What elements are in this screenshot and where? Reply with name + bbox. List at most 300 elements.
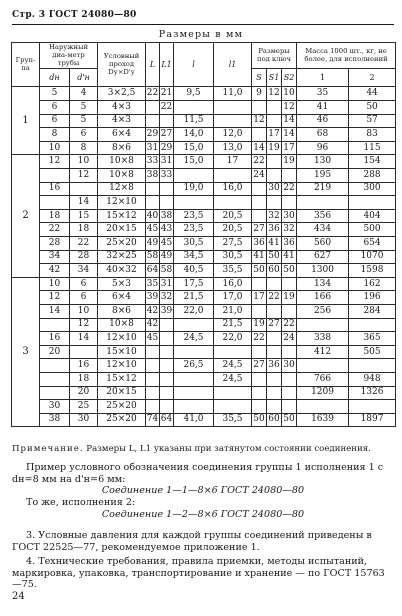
cell-l1: 17 bbox=[214, 155, 252, 169]
cell-m2 bbox=[349, 359, 396, 373]
cell-S bbox=[252, 400, 267, 414]
cell-m1: 68 bbox=[297, 128, 349, 142]
cell-l: 17,5 bbox=[174, 277, 214, 291]
cell-dn bbox=[40, 359, 70, 373]
table-row bbox=[12, 114, 396, 128]
cell-L bbox=[146, 372, 160, 386]
col-header-l: l bbox=[174, 43, 214, 87]
cell-dn bbox=[40, 372, 70, 386]
cell-dn2: 6 bbox=[70, 277, 98, 291]
cell-S1 bbox=[267, 101, 282, 115]
table-row bbox=[12, 359, 396, 373]
table-row bbox=[12, 155, 396, 169]
cell-dy: 15×12 bbox=[98, 372, 146, 386]
cell-dy: 15×10 bbox=[98, 345, 146, 359]
cell-dy: 6×4 bbox=[98, 128, 146, 142]
cell-m2 bbox=[349, 400, 396, 414]
cell-dn2: 6 bbox=[70, 291, 98, 305]
cell-S: 50 bbox=[252, 413, 267, 427]
cell-m1: 1300 bbox=[297, 264, 349, 278]
cell-m1 bbox=[297, 400, 349, 414]
cell-S: 17 bbox=[252, 291, 267, 305]
units-caption: Размеры в мм bbox=[158, 29, 244, 40]
cell-l1 bbox=[214, 400, 252, 414]
cell-S bbox=[252, 128, 267, 142]
cell-S1: 17 bbox=[267, 128, 282, 142]
cell-S1 bbox=[267, 196, 282, 210]
cell-dy: 4×3 bbox=[98, 114, 146, 128]
cell-l1: 17,0 bbox=[214, 291, 252, 305]
note-label: Примечание. bbox=[12, 444, 84, 454]
cell-dy: 10×8 bbox=[98, 318, 146, 332]
cell-S1 bbox=[267, 114, 282, 128]
cell-S: 36 bbox=[252, 236, 267, 250]
cell-dn2: 10 bbox=[70, 155, 98, 169]
cell-L1: 22 bbox=[160, 101, 174, 115]
cell-S bbox=[252, 386, 267, 400]
cell-l1: 21,0 bbox=[214, 304, 252, 318]
cell-l1: 22,0 bbox=[214, 332, 252, 346]
cell-L1 bbox=[160, 182, 174, 196]
cell-dy: 3×2,5 bbox=[98, 87, 146, 101]
cell-L1: 31 bbox=[160, 155, 174, 169]
cell-dn2: 14 bbox=[70, 196, 98, 210]
cell-L1 bbox=[160, 196, 174, 210]
page-number: 24 bbox=[12, 591, 25, 602]
cell-S1: 60 bbox=[267, 413, 282, 427]
cell-dy: 25×20 bbox=[98, 236, 146, 250]
cell-S2 bbox=[282, 400, 297, 414]
cell-m2: 115 bbox=[349, 141, 396, 155]
cell-L: 45 bbox=[146, 223, 160, 237]
cell-l1: 11,0 bbox=[214, 87, 252, 101]
cell-m1: 627 bbox=[297, 250, 349, 264]
cell-L: 64 bbox=[146, 264, 160, 278]
table-row bbox=[12, 223, 396, 237]
cell-S1: 60 bbox=[267, 264, 282, 278]
group-cell: 2 bbox=[12, 155, 40, 277]
cell-L: 22 bbox=[146, 87, 160, 101]
cell-m1: 46 bbox=[297, 114, 349, 128]
cell-L1 bbox=[160, 386, 174, 400]
cell-S2: 12 bbox=[282, 101, 297, 115]
cell-dn: 22 bbox=[40, 223, 70, 237]
cell-L bbox=[146, 101, 160, 115]
cell-S: 12 bbox=[252, 114, 267, 128]
cell-L bbox=[146, 345, 160, 359]
cell-m1: 256 bbox=[297, 304, 349, 318]
cell-S1 bbox=[267, 386, 282, 400]
cell-l: 24,5 bbox=[174, 332, 214, 346]
cell-L1: 39 bbox=[160, 304, 174, 318]
cell-dy: 4×3 bbox=[98, 101, 146, 115]
cell-l: 40,5 bbox=[174, 264, 214, 278]
cell-S1: 50 bbox=[267, 250, 282, 264]
cell-L: 42 bbox=[146, 304, 160, 318]
cell-S bbox=[252, 277, 267, 291]
cell-S1: 19 bbox=[267, 141, 282, 155]
cell-L1 bbox=[160, 400, 174, 414]
table-row bbox=[12, 318, 396, 332]
cell-l1 bbox=[214, 114, 252, 128]
cell-S1: 41 bbox=[267, 236, 282, 250]
cell-dn2: 28 bbox=[70, 250, 98, 264]
table-row bbox=[12, 182, 396, 196]
cell-l: 41,0 bbox=[174, 413, 214, 427]
cell-dy: 8×6 bbox=[98, 304, 146, 318]
cell-dn: 34 bbox=[40, 250, 70, 264]
cell-S1: 32 bbox=[267, 209, 282, 223]
table-row bbox=[12, 209, 396, 223]
cell-L1: 49 bbox=[160, 250, 174, 264]
cell-l: 22,0 bbox=[174, 304, 214, 318]
cell-S bbox=[252, 304, 267, 318]
cell-dy: 20×15 bbox=[98, 386, 146, 400]
cell-l1 bbox=[214, 196, 252, 210]
cell-L: 33 bbox=[146, 155, 160, 169]
cell-S1 bbox=[267, 304, 282, 318]
cell-dn2: 12 bbox=[70, 318, 98, 332]
example-same: То же, исполнения 2: bbox=[26, 497, 136, 509]
cell-dn: 12 bbox=[40, 155, 70, 169]
cell-S1 bbox=[267, 372, 282, 386]
cell-dn: 10 bbox=[40, 141, 70, 155]
cell-S2: 30 bbox=[282, 359, 297, 373]
cell-dn2: 14 bbox=[70, 332, 98, 346]
cell-m1: 412 bbox=[297, 345, 349, 359]
cell-l1: 12,0 bbox=[214, 128, 252, 142]
cell-dn: 16 bbox=[40, 332, 70, 346]
cell-S: 27 bbox=[252, 223, 267, 237]
cell-l1: 16,0 bbox=[214, 277, 252, 291]
cell-m1: 130 bbox=[297, 155, 349, 169]
cell-dn2 bbox=[70, 345, 98, 359]
cell-L1 bbox=[160, 372, 174, 386]
cell-m1 bbox=[297, 196, 349, 210]
cell-l bbox=[174, 400, 214, 414]
cell-dy: 15×12 bbox=[98, 209, 146, 223]
cell-S2: 50 bbox=[282, 264, 297, 278]
cell-S2 bbox=[282, 386, 297, 400]
cell-m2: 1598 bbox=[349, 264, 396, 278]
col-header-version-2: 2 bbox=[349, 69, 396, 87]
cell-S1 bbox=[267, 345, 282, 359]
cell-dy: 12×10 bbox=[98, 196, 146, 210]
cell-S2 bbox=[282, 372, 297, 386]
cell-m1: 35 bbox=[297, 87, 349, 101]
cell-L: 29 bbox=[146, 128, 160, 142]
cell-dn: 8 bbox=[40, 128, 70, 142]
cell-l1: 30,5 bbox=[214, 250, 252, 264]
cell-l1: 27,5 bbox=[214, 236, 252, 250]
cell-m2 bbox=[349, 318, 396, 332]
cell-l1: 35,5 bbox=[214, 413, 252, 427]
cell-L: 38 bbox=[146, 169, 160, 183]
cell-S2: 19 bbox=[282, 291, 297, 305]
cell-L1 bbox=[160, 332, 174, 346]
cell-m2: 83 bbox=[349, 128, 396, 142]
note-text: Размеры L, L1 указаны при затянутом состоянии соединения. bbox=[83, 444, 371, 454]
cell-S2: 14 bbox=[282, 128, 297, 142]
cell-S2: 17 bbox=[282, 141, 297, 155]
cell-l: 23,5 bbox=[174, 209, 214, 223]
cell-m1 bbox=[297, 359, 349, 373]
cell-L bbox=[146, 196, 160, 210]
cell-m1: 356 bbox=[297, 209, 349, 223]
cell-dn2: 34 bbox=[70, 264, 98, 278]
cell-S1 bbox=[267, 169, 282, 183]
cell-dn2: 12 bbox=[70, 169, 98, 183]
cell-S2: 14 bbox=[282, 114, 297, 128]
cell-dn2 bbox=[70, 182, 98, 196]
col-header-l1: l1 bbox=[214, 43, 252, 87]
cell-l bbox=[174, 386, 214, 400]
cell-m2: 154 bbox=[349, 155, 396, 169]
cell-S1: 27 bbox=[267, 318, 282, 332]
cell-l1: 24,5 bbox=[214, 372, 252, 386]
cell-m1: 338 bbox=[297, 332, 349, 346]
cell-l1: 21,5 bbox=[214, 318, 252, 332]
cell-m1: 560 bbox=[297, 236, 349, 250]
dimensions-table bbox=[11, 42, 396, 427]
cell-S bbox=[252, 372, 267, 386]
cell-L bbox=[146, 400, 160, 414]
cell-S2: 19 bbox=[282, 155, 297, 169]
cell-m2: 44 bbox=[349, 87, 396, 101]
cell-L: 42 bbox=[146, 318, 160, 332]
cell-L bbox=[146, 386, 160, 400]
cell-S2: 36 bbox=[282, 236, 297, 250]
col-header-dn-prime: d'н bbox=[70, 69, 98, 87]
cell-dn: 16 bbox=[40, 182, 70, 196]
col-header-S: S bbox=[252, 69, 267, 87]
cell-L1: 33 bbox=[160, 169, 174, 183]
cell-S2: 30 bbox=[282, 209, 297, 223]
col-header-mass: Масса 1000 шт., кг, не более, для исполнений bbox=[297, 43, 396, 69]
cell-dy: 20×15 bbox=[98, 223, 146, 237]
cell-dy: 12×10 bbox=[98, 359, 146, 373]
cell-S: 41 bbox=[252, 250, 267, 264]
cell-l: 21,5 bbox=[174, 291, 214, 305]
cell-dy: 12×10 bbox=[98, 332, 146, 346]
cell-dn: 28 bbox=[40, 236, 70, 250]
cell-l1 bbox=[214, 169, 252, 183]
cell-dn bbox=[40, 196, 70, 210]
cell-dn2: 22 bbox=[70, 236, 98, 250]
example-formula-1: Соединение 1—1—8×6 ГОСТ 24080—80 bbox=[101, 485, 305, 497]
cell-L bbox=[146, 359, 160, 373]
cell-l1 bbox=[214, 386, 252, 400]
cell-l bbox=[174, 169, 214, 183]
cell-S: 22 bbox=[252, 332, 267, 346]
cell-m2 bbox=[349, 196, 396, 210]
example-formula-2: Соединение 1—2—8×6 ГОСТ 24080—80 bbox=[101, 508, 305, 520]
cell-L1: 38 bbox=[160, 209, 174, 223]
paragraph-4-text: 4. Технические требования, правила приемки, методы испытаний, маркировка, упаковка, транспортирование и хранение — по ГОСТ 15763—75. bbox=[12, 556, 385, 591]
group-cell: 3 bbox=[12, 277, 40, 427]
example-paragraph bbox=[12, 462, 394, 521]
cell-L1: 31 bbox=[160, 277, 174, 291]
cell-dn: 18 bbox=[40, 209, 70, 223]
col-header-L: L bbox=[146, 43, 160, 87]
cell-m1: 166 bbox=[297, 291, 349, 305]
cell-dn: 6 bbox=[40, 101, 70, 115]
cell-m1: 766 bbox=[297, 372, 349, 386]
cell-dy: 25×20 bbox=[98, 413, 146, 427]
cell-dn2: 18 bbox=[70, 372, 98, 386]
col-header-S2: S2 bbox=[282, 69, 297, 87]
cell-S1: 30 bbox=[267, 182, 282, 196]
cell-dn: 38 bbox=[40, 413, 70, 427]
cell-S bbox=[252, 345, 267, 359]
table-row bbox=[12, 277, 396, 291]
cell-S bbox=[252, 182, 267, 196]
cell-l1: 24,5 bbox=[214, 359, 252, 373]
cell-L1 bbox=[160, 318, 174, 332]
table-row bbox=[12, 332, 396, 346]
col-header-wrench-size: Размеры под ключ bbox=[252, 43, 297, 69]
cell-S bbox=[252, 101, 267, 115]
cell-m1: 219 bbox=[297, 182, 349, 196]
cell-dy: 40×32 bbox=[98, 264, 146, 278]
cell-m1 bbox=[297, 318, 349, 332]
cell-l bbox=[174, 101, 214, 115]
cell-dn2: 20 bbox=[70, 386, 98, 400]
cell-S1: 36 bbox=[267, 359, 282, 373]
cell-dy: 25×20 bbox=[98, 400, 146, 414]
cell-L: 39 bbox=[146, 291, 160, 305]
cell-m2: 505 bbox=[349, 345, 396, 359]
cell-S2 bbox=[282, 277, 297, 291]
cell-S2: 50 bbox=[282, 413, 297, 427]
cell-l1: 20,5 bbox=[214, 223, 252, 237]
cell-dn2: 15 bbox=[70, 209, 98, 223]
cell-l bbox=[174, 372, 214, 386]
cell-m1: 1209 bbox=[297, 386, 349, 400]
paragraph-3-text: 3. Условные давления для каждой группы соединений приведены в ГОСТ 22525—77, рекомендуемое приложение 1. bbox=[12, 530, 372, 553]
table-row bbox=[12, 386, 396, 400]
cell-L1: 58 bbox=[160, 264, 174, 278]
cell-dy: 8×6 bbox=[98, 141, 146, 155]
table-row bbox=[12, 264, 396, 278]
table-row bbox=[12, 87, 396, 101]
cell-S2: 32 bbox=[282, 223, 297, 237]
cell-L1: 64 bbox=[160, 413, 174, 427]
cell-L1: 27 bbox=[160, 128, 174, 142]
col-header-S1: S1 bbox=[267, 69, 282, 87]
col-header-pipe-diameter: Наружный диа-метр трубы bbox=[40, 43, 98, 69]
col-header-nominal-bore: Условный проход Dу×D'у bbox=[98, 43, 146, 87]
cell-dn2: 8 bbox=[70, 141, 98, 155]
cell-L1 bbox=[160, 345, 174, 359]
col-header-dn: dн bbox=[40, 69, 70, 87]
cell-dn2: 30 bbox=[70, 413, 98, 427]
header-divider bbox=[12, 24, 394, 25]
cell-S2: 41 bbox=[282, 250, 297, 264]
cell-dn2: 5 bbox=[70, 101, 98, 115]
cell-S1: 12 bbox=[267, 87, 282, 101]
cell-m2: 365 bbox=[349, 332, 396, 346]
table-row bbox=[12, 372, 396, 386]
table-row bbox=[12, 304, 396, 318]
table-row bbox=[12, 236, 396, 250]
cell-m1: 41 bbox=[297, 101, 349, 115]
cell-L1 bbox=[160, 359, 174, 373]
cell-dn2: 25 bbox=[70, 400, 98, 414]
cell-dn2: 4 bbox=[70, 87, 98, 101]
cell-m2: 1897 bbox=[349, 413, 396, 427]
cell-l1: 20,5 bbox=[214, 209, 252, 223]
cell-m2: 500 bbox=[349, 223, 396, 237]
cell-l: 19,0 bbox=[174, 182, 214, 196]
cell-L bbox=[146, 182, 160, 196]
cell-m2: 654 bbox=[349, 236, 396, 250]
cell-dy: 6×4 bbox=[98, 291, 146, 305]
cell-m1: 434 bbox=[297, 223, 349, 237]
cell-m2: 57 bbox=[349, 114, 396, 128]
table-note bbox=[12, 444, 394, 454]
cell-S2 bbox=[282, 169, 297, 183]
col-header-version-1: 1 bbox=[297, 69, 349, 87]
cell-m2: 50 bbox=[349, 101, 396, 115]
table-row bbox=[12, 250, 396, 264]
table-row bbox=[12, 141, 396, 155]
cell-S1 bbox=[267, 332, 282, 346]
table-row bbox=[12, 291, 396, 305]
cell-l: 11,5 bbox=[174, 114, 214, 128]
cell-dn2: 10 bbox=[70, 304, 98, 318]
cell-dy: 32×25 bbox=[98, 250, 146, 264]
cell-S: 24 bbox=[252, 169, 267, 183]
cell-S2 bbox=[282, 304, 297, 318]
group-cell: 1 bbox=[12, 87, 40, 155]
cell-m2: 196 bbox=[349, 291, 396, 305]
cell-dn bbox=[40, 318, 70, 332]
cell-S2: 22 bbox=[282, 182, 297, 196]
cell-S2 bbox=[282, 345, 297, 359]
paragraph-3 bbox=[12, 530, 394, 553]
cell-S1 bbox=[267, 155, 282, 169]
cell-dn2: 6 bbox=[70, 128, 98, 142]
example-lead: Пример условного обозначения соединения группы 1 исполнения 1 с dн=8 мм на d'н=6 мм: bbox=[12, 462, 384, 485]
cell-S: 22 bbox=[252, 155, 267, 169]
running-head: Стр. 3 ГОСТ 24080—80 bbox=[12, 10, 137, 20]
cell-l: 26,5 bbox=[174, 359, 214, 373]
cell-l1 bbox=[214, 345, 252, 359]
cell-l: 14,0 bbox=[174, 128, 214, 142]
cell-m1: 96 bbox=[297, 141, 349, 155]
cell-l: 34,5 bbox=[174, 250, 214, 264]
cell-L: 40 bbox=[146, 209, 160, 223]
cell-dy: 12×8 bbox=[98, 182, 146, 196]
table-row bbox=[12, 128, 396, 142]
cell-dn bbox=[40, 386, 70, 400]
cell-L1: 21 bbox=[160, 87, 174, 101]
cell-L1 bbox=[160, 114, 174, 128]
cell-m1: 1639 bbox=[297, 413, 349, 427]
cell-l bbox=[174, 196, 214, 210]
cell-m2: 404 bbox=[349, 209, 396, 223]
cell-l: 9,5 bbox=[174, 87, 214, 101]
cell-l: 23,5 bbox=[174, 223, 214, 237]
cell-m2: 1070 bbox=[349, 250, 396, 264]
cell-l bbox=[174, 345, 214, 359]
cell-S1 bbox=[267, 400, 282, 414]
cell-l1: 35,5 bbox=[214, 264, 252, 278]
cell-l: 30,5 bbox=[174, 236, 214, 250]
cell-S2: 24 bbox=[282, 332, 297, 346]
cell-dn: 20 bbox=[40, 345, 70, 359]
